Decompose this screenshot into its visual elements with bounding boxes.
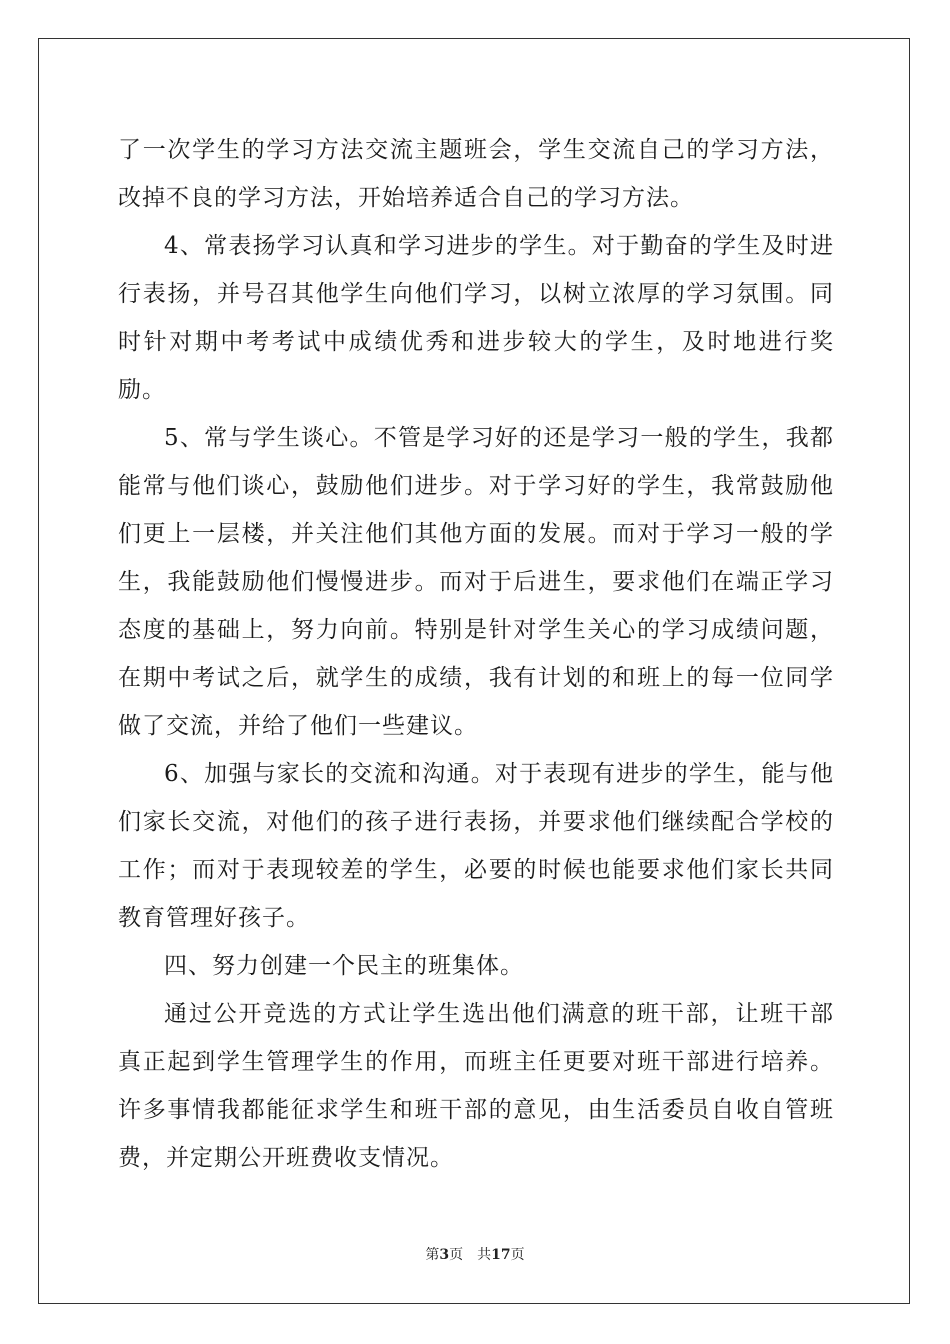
paragraph-2: 4、常表扬学习认真和学习进步的学生。对于勤奋的学生及时进行表扬，并号召其他学生向他们学习，以树立浓厚的学习氛围。同时针对期中考考试中成绩优秀和进步较大的学生，及时地进行奖励。 [118,233,834,403]
page-current: 3 [439,1247,450,1263]
paragraph-5: 通过公开竞选的方式让学生选出他们满意的班干部，让班干部真正起到学生管理学生的作用，而班主任更要对班干部进行培养。许多事情我都能征求学生和班干部的意见，由生活委员自收自管班费，并定期公开班费收支情况。 [118,1001,834,1171]
page-suffix: 页 [449,1247,464,1263]
page-total: 17 [491,1247,511,1263]
paragraph-4: 6、加强与家长的交流和沟通。对于表现有进步的学生，能与他们家长交流，对他们的孩子进行表扬，并要求他们继续配合学校的工作；而对于表现较差的学生，必要的时候也能要求他们家长共同教育管理好孩子。 [118,761,834,931]
total-prefix: 共 [477,1247,492,1263]
section-heading: 四、努力创建一个民主的班集体。 [164,953,524,979]
total-suffix: 页 [510,1247,525,1263]
paragraph-1: 了一次学生的学习方法交流主题班会，学生交流自己的学习方法，改掉不良的学习方法，开始培养适合自己的学习方法。 [118,137,834,211]
page-prefix: 第 [425,1247,440,1263]
document-body [118,126,834,1182]
page-footer [0,1245,950,1265]
paragraph-3: 5、常与学生谈心。不管是学习好的还是学习一般的学生，我都能常与他们谈心，鼓励他们进步。对于学习好的学生，我常鼓励他们更上一层楼，并关注他们其他方面的发展。而对于学习一般的学生，我能鼓励他们慢慢进步。而对于后进生，要求他们在端正学习态度的基础上，努力向前。特别是针对学生关心的学习成绩问题，在期中考试之后，就学生的成绩，我有计划的和班上的每一位同学做了交流，并给了他们一些建议。 [118,425,834,739]
